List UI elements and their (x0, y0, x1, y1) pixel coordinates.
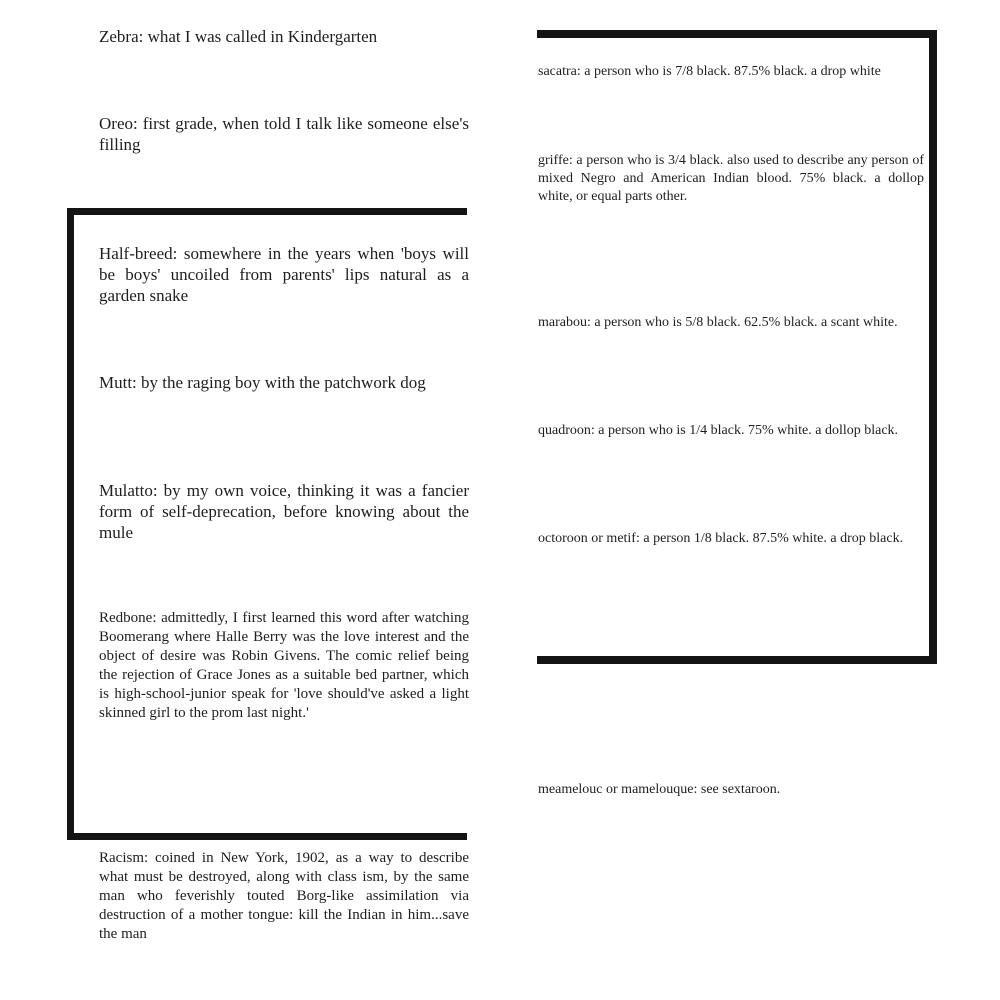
entry-mulatto: Mulatto: by my own voice, thinking it was a fancier form of self-deprecation, before knowing about the mule (99, 481, 469, 542)
entry-griffe: griffe: a person who is 3/4 black. also used to describe any person of mixed Negro and American Indian blood. 75% black. a dollop white, or equal parts other. (538, 153, 924, 204)
right-bracket-top-border (537, 30, 937, 38)
entry-half-breed: Half-breed: somewhere in the years when 'boys will be boys' uncoiled from parents' lips natural as a garden snake (99, 244, 469, 305)
entry-sacatra: sacatra: a person who is 7/8 black. 87.5% black. a drop white (538, 64, 881, 79)
right-bracket-side-border (929, 30, 937, 664)
entry-quadroon: quadroon: a person who is 1/4 black. 75% white. a dollop black. (538, 423, 899, 438)
right-bracket-bottom-border (537, 656, 937, 664)
entry-redbone: Redbone: admittedly, I first learned this word after watching Boomerang where Halle Berry was the love interest and the object of desire was Robin Givens. The comic relief being the rejection of Grace Jones as a suitable bed partner, which is high-school-junior speak for 'love should've asked a light skinned girl to the prom last night.' (99, 610, 469, 721)
left-bracket-bottom-border (67, 833, 467, 840)
entry-marabou: marabou: a person who is 5/8 black. 62.5% black. a scant white. (538, 315, 898, 330)
entry-octoroon: octoroon or metif: a person 1/8 black. 87.5% white. a drop black. (538, 531, 904, 546)
left-bracket-top-border (67, 208, 467, 215)
entry-mutt: Mutt: by the raging boy with the patchwork dog (99, 373, 426, 392)
entry-racism: Racism: coined in New York, 1902, as a way to describe what must be destroyed, along with class ism, by the same man who feverishly touted Borg-like assimilation via destruction of a mother tongue: kill the Indian in him...save the man (99, 850, 469, 942)
entry-zebra: Zebra: what I was called in Kindergarten (99, 27, 378, 46)
entry-oreo: Oreo: first grade, when told I talk like someone else's filling (99, 114, 469, 154)
entry-meamelouc: meamelouc or mamelouque: see sextaroon. (538, 782, 781, 797)
left-bracket-side-border (67, 208, 74, 840)
